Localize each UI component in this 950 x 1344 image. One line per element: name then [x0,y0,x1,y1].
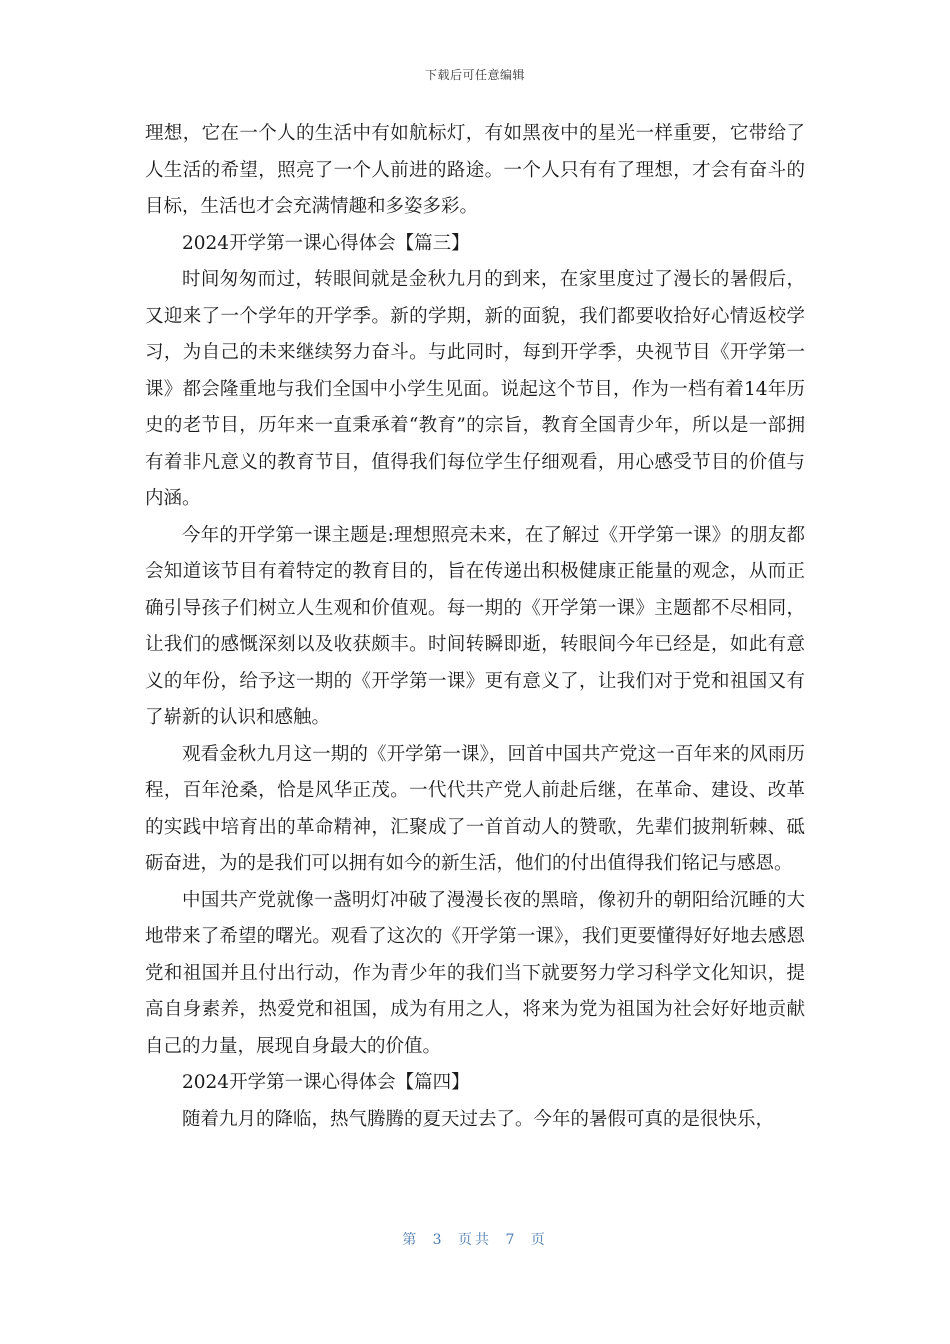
page-number: 第 3 页共 7 页 [402,1232,548,1248]
paragraph: 时间匆匆而过，转眼间就是金秋九月的到来，在家里度过了漫长的暑假后，又迎来了一个学年的开学季。新的学期，新的面貌，我们都要收拾好心情返校学习，为自己的未来继续努力奋斗。与此同时，每到开学季，央视节目《开学第一课》都会隆重地与我们全国中小学生见面。说起这个节目，作为一档有着14年历史的老节目，历年来一直秉承着“教育”的宗旨，教育全国青少年，所以是一部拥有着非凡意义的教育节目，值得我们每位学生仔细观看，用心感受节目的价值与内涵。 [145,269,805,509]
paragraph: 中国共产党就像一盏明灯冲破了漫漫长夜的黑暗，像初升的朝阳给沉睡的大地带来了希望的曙光。观看了这次的《开学第一课》，我们更要懂得好好地去感恩党和祖国并且付出行动，作为青少年的我们当下就要努力学习科学文化知识，提高自身素养，热爱党和祖国，成为有用之人，将来为党为祖国为社会好好地贡献自己的力量，展现自身最大的价值。 [145,889,805,1057]
paragraph: 今年的开学第一课主题是:理想照亮未来，在了解过《开学第一课》的朋友都会知道该节目有着特定的教育目的，旨在传递出积极健康正能量的观念，从而正确引导孩子们树立人生观和价值观。每一期的《开学第一课》主题都不尽相同，让我们的感慨深刻以及收获颇丰。时间转瞬即逝，转眼间今年已经是，如此有意义的年份，给予这一期的《开学第一课》更有意义了，让我们对于党和祖国又有了崭新的认识和感触。 [145,524,805,728]
page-header: 下载后可任意编辑 [424,68,525,82]
paragraph: 观看金秋九月这一期的《开学第一课》，回首中国共产党这一百年来的风雨历程，百年沧桑，恰是风华正茂。一代代共产党人前赴后继，在革命、建设、改革的实践中培育出的革命精神，汇聚成了一首首动人的赞歌，先辈们披荆斩棘、砥砺奋进，为的是我们可以拥有如今的新生活，他们的付出值得我们铭记与感恩。 [145,743,805,874]
section-heading: 2024开学第一课心得体会【篇三】 [182,232,470,254]
paragraph: 理想，它在一个人的生活中有如航标灯，有如黑夜中的星光一样重要，它带给了人生活的希望，照亮了一个人前进的路途。一个人只有有了理想，才会有奋斗的目标，生活也才会充满情趣和多姿多彩。 [145,123,805,217]
document-body [145,116,805,1138]
paragraph: 随着九月的降临，热气腾腾的夏天过去了。今年的暑假可真的是很快乐， [182,1108,775,1130]
section-heading: 2024开学第一课心得体会【篇四】 [182,1072,470,1093]
